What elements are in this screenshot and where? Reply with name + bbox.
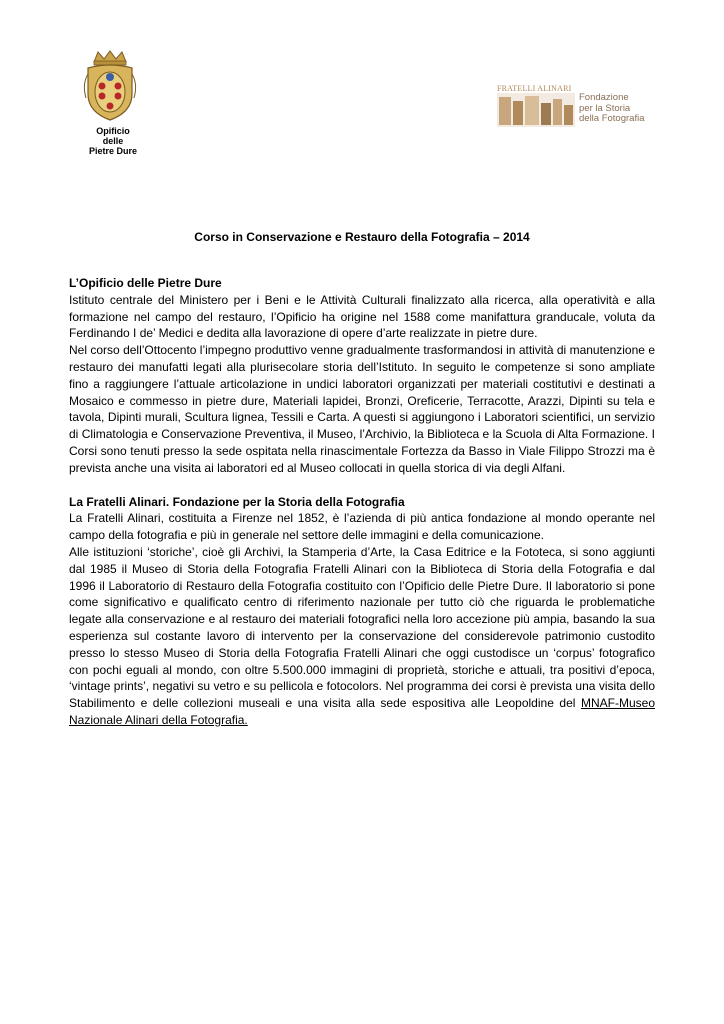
section-gap bbox=[69, 477, 655, 494]
section-opificio-paragraph-1: Istituto centrale del Ministero per i Beni e le Attività Culturali finalizzato alla ricerca, alla operatività e alla formazione nel campo del restauro, l’Opificio ha origine nel 1588 come manifattura granducale, voluta da Ferdinando I de’ Medici e dedita alla lavorazione di opere d’arte realizzate in pietre dure. bbox=[69, 292, 655, 341]
opificio-logo-line-3: Pietre Dure bbox=[88, 146, 138, 156]
alinari-logo bbox=[497, 84, 657, 128]
opificio-logo-line-2: delle bbox=[102, 136, 124, 146]
alinari-line-3: della Fotografia bbox=[579, 113, 645, 124]
opificio-logo-line-1: Opificio bbox=[96, 126, 130, 136]
alinari-line-2: per la Storia bbox=[579, 102, 631, 114]
section-alinari-heading: La Fratelli Alinari. Fondazione per la Storia della Fotografia bbox=[69, 494, 405, 509]
opificio-logo-text bbox=[76, 126, 150, 156]
alinari-brand: FRATELLI ALINARI bbox=[497, 84, 572, 93]
document-title: Corso in Conservazione e Restauro della Fotografia – 2014 bbox=[194, 230, 530, 244]
section-alinari-paragraph-1: La Fratelli Alinari, costituita a Firenze nel 1852, è l’azienda di più antica fondazione al mondo operante nel campo della fotografia e più in generale nel settore delle immagini e della comunicazione. bbox=[69, 511, 655, 543]
section-opificio-heading: L’Opificio delle Pietre Dure bbox=[69, 276, 222, 290]
coat-of-arms-icon bbox=[80, 50, 140, 122]
stacked-bars-mark-icon bbox=[497, 93, 575, 127]
section-alinari-paragraph-2-text: Alle istituzioni ‘storiche’, cioè gli Archivi, la Stamperia d’Arte, la Casa Editrice e la Fototeca, si sono aggiunti dal 1985 il Museo di Storia della Fotografia Fratelli Alinari con la Biblioteca di Storia della Fotografia e dal 1996 il Laboratorio di Restauro della Fotografia costituito con l’Opificio delle Pietre Dure. Il laboratorio si pone come significativo e qualificato centro di riferimento nazionale per tutto ciò che riguarda le problematiche legate alla conservazione e al restauro dei materiali fotografici nella loro accezione più ampia, basando la sua esperienza sul costante lavoro di intervento per la conservazione del considerevole patrimonio custodito presso lo stesso Museo di Storia della Fotografia Fratelli Alinari che oggi custodisce un ‘corpus’ fotografico con pochi eguali al mondo, con oltre 5.500.000 immagini di proprietà, storiche e attuali, tra positivi d’epoca, ‘vintage prints’, negativi su vetro e su pellicola e fotocolors. Nel programma dei corsi è prevista una visita dello Stabilimento e delle collezioni museali e una visita alla sede espositiva alle Leopoldine del bbox=[69, 544, 655, 711]
section-opificio-paragraph-2: Nel corso dell’Ottocento l’impegno produttivo venne gradualmente trasformandosi in attività di manutenzione e restauro dei manufatti legati alla plurisecolare storia dell’Istituto. In seguito le competenze si sono ampliate fino a raggiungere l’attuale articolazione in undici laboratori organizzati per materiali costitutivi e destinati a Mosaico e commesso in pietre dure, Materiali lapidei, Bronzi, Oreficerie, Terracotte, Arazzi, Dipinti su tela e tavola, Dipinti murali, Scultura lignea, Tessili e Carta. A questi si aggiungono i Laboratori scientifici, un servizio di Climatologia e Conservazione Preventiva, il Museo, l’Archivio, la Biblioteca e la Scuola di Alta Formazione. I Corsi sono tenuti presso la sede ospitata nella rinascimentale Fortezza da Basso in Viale Filippo Strozzi ma è prevista anche una visita ai laboratori ed al Museo collocati in quella storica di via degli Alfani. bbox=[69, 343, 655, 475]
section-alinari-paragraph-2 bbox=[69, 544, 655, 729]
opificio-logo bbox=[76, 50, 156, 160]
alinari-line-1: Fondazione bbox=[579, 92, 629, 103]
document-body bbox=[69, 275, 655, 729]
alinari-foundation-text bbox=[579, 93, 644, 125]
mnaf-link[interactable]: MNAF-Museo Nazionale Alinari della Fotografia. bbox=[69, 696, 655, 727]
